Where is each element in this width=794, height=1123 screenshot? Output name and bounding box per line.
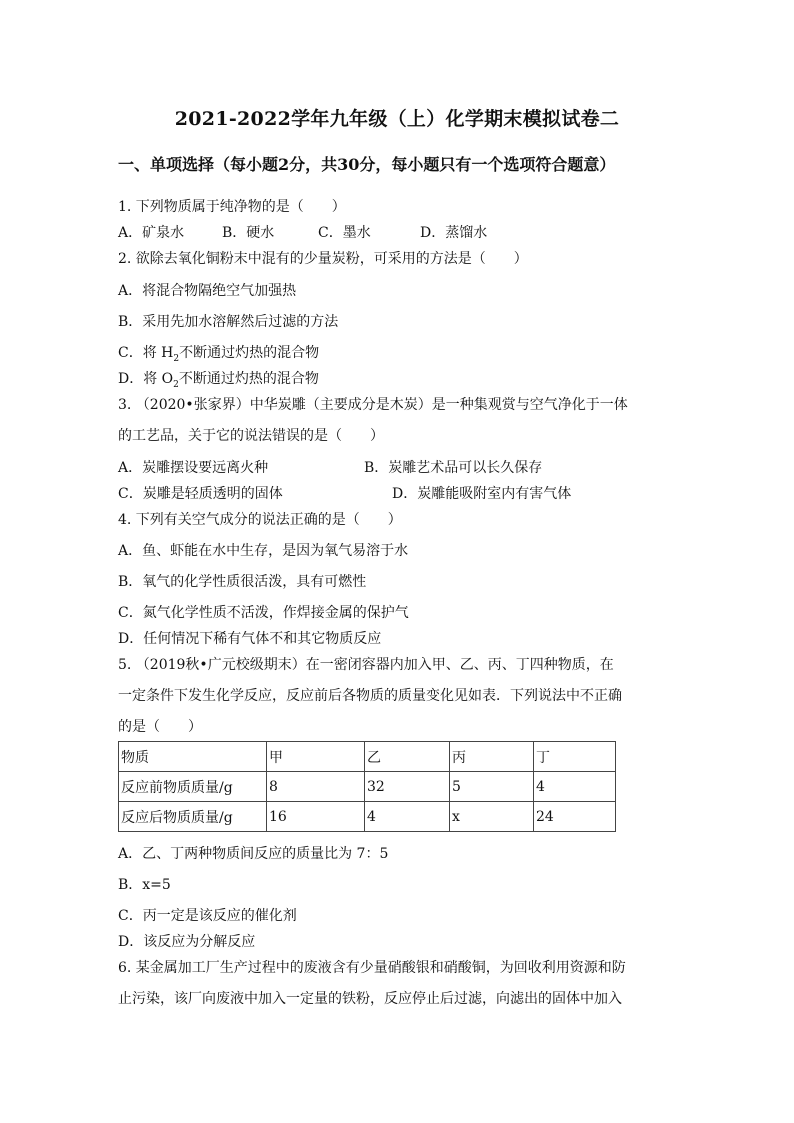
q5-option-d: D．该反应为分解反应 — [118, 934, 256, 950]
table-cell: 物质 — [119, 742, 267, 772]
q4-option-d: D．任何情况下稀有气体不和其它物质反应 — [118, 631, 382, 647]
q2-option-c: C．将 $H_2$不断通过灼热的混合物 — [118, 345, 320, 364]
question-5-stem-line2: 一定条件下发生化学反应，反应前后各物质的质量变化见如表．下列说法中不正确 — [118, 688, 622, 704]
question-1-stem: 1. 下列物质属于纯净物的是（ ） — [118, 199, 346, 215]
q2-option-b: B．采用先加水溶解然后过滤的方法 — [118, 314, 339, 330]
table-cell: 4 — [534, 772, 616, 802]
q4-option-b: B．氧气的化学性质很活泼，具有可燃性 — [118, 574, 367, 590]
table-cell: x — [450, 802, 534, 832]
table-cell: 16 — [267, 802, 365, 832]
q5-option-a: A．乙、丁两种物质间反应的质量比为 7：5 — [118, 846, 389, 862]
q3-option-a: A．炭雕摆设要远离火种 — [118, 460, 269, 476]
q4-option-a: A．鱼、虾能在水中生存，是因为氧气易溶于水 — [118, 543, 409, 559]
table-cell: 4 — [365, 802, 450, 832]
table-cell: 5 — [450, 772, 534, 802]
q1-option-d: D．蒸馏水 — [420, 225, 488, 241]
question-4-stem: 4. 下列有关空气成分的说法正确的是（ ） — [118, 512, 402, 528]
question-3-stem-line2: 的工艺品，关于它的说法错误的是（ ） — [118, 428, 384, 444]
question-2-stem: 2. 欲除去氧化铜粉末中混有的少量炭粉，可采用的方法是（ ） — [118, 251, 528, 267]
table-cell: 8 — [267, 772, 365, 802]
table-cell: 丁 — [534, 742, 616, 772]
table-cell: 反应前物质质量/g — [119, 772, 267, 802]
table-cell: 丙 — [450, 742, 534, 772]
page-title: 2021-2022学年九年级（上）化学期末模拟试卷二 — [174, 108, 620, 130]
question-6-stem-line1: 6. 某金属加工厂生产过程中的废液含有少量硝酸银和硝酸铜，为回收利用资源和防 — [118, 960, 626, 976]
table-cell: 反应后物质质量/g — [119, 802, 267, 832]
q1-option-b: B．硬水 — [222, 225, 275, 241]
mass-change-table — [118, 741, 616, 832]
q4-option-c: C．氮气化学性质不活泼，作焊接金属的保护气 — [118, 605, 409, 621]
table-row — [119, 802, 616, 832]
q3-option-c: C．炭雕是轻质透明的固体 — [118, 486, 283, 502]
question-6-stem-line2: 止污染，该厂向废液中加入一定量的铁粉，反应停止后过滤，向滤出的固体中加入 — [118, 991, 622, 1007]
table-cell: 乙 — [365, 742, 450, 772]
table-cell: 32 — [365, 772, 450, 802]
question-5-stem-line3: 的是（ ） — [118, 719, 202, 735]
q3-option-b: B．炭雕艺术品可以长久保存 — [364, 460, 543, 476]
question-3-stem-line1: 3. （2020•张家界）中华炭雕（主要成分是木炭）是一种集观赏与空气净化于一体 — [118, 397, 628, 413]
table-cell: 24 — [534, 802, 616, 832]
q2-option-d: D．将 $O_2$不断通过灼热的混合物 — [118, 371, 319, 390]
q2-option-a: A．将混合物隔绝空气加强热 — [118, 283, 297, 299]
section-heading: 一、单项选择（每小题2分，共30分，每小题只有一个选项符合题意） — [118, 155, 616, 174]
q1-option-c: C．墨水 — [318, 225, 371, 241]
question-5-stem-line1: 5. （2019秋•广元校级期末）在一密闭容器内加入甲、乙、丙、丁四种物质，在 — [118, 657, 614, 673]
table-header-row — [119, 742, 616, 772]
q3-option-d: D．炭雕能吸附室内有害气体 — [392, 486, 572, 502]
q5-option-c: C．丙一定是该反应的催化剂 — [118, 908, 297, 924]
q5-option-b: B．x=5 — [118, 877, 171, 893]
table-cell: 甲 — [267, 742, 365, 772]
q1-option-a: A．矿泉水 — [118, 225, 185, 241]
table-row — [119, 772, 616, 802]
